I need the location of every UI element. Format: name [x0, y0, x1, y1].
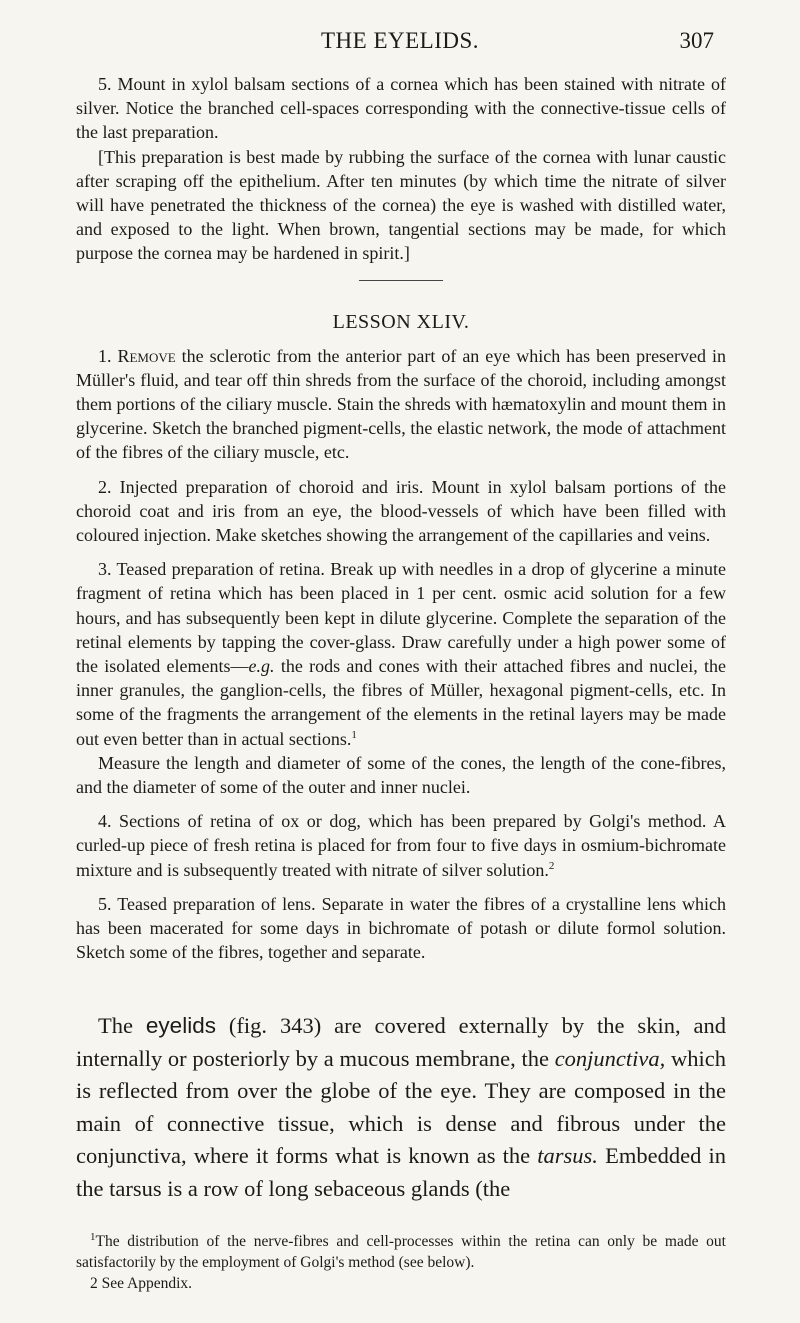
- spacer: [76, 334, 726, 344]
- paragraph-text: which is reflected from over the globe of the eye. They are composed in the main of connective tissue, which is dense and fibrous under the conjunctiva, where it forms what is known as the: [76, 1045, 726, 1169]
- page-header: [0, 28, 800, 58]
- lesson-item-2: 2. Injected preparation of choroid and iris. Mount in xylol balsam portions of the choroid coat and iris from an eye, the blood-vessels of which have been filled with coloured injection. Make sketches showing the arrangement of the capillaries and veins.: [76, 476, 726, 546]
- lesson-item-3-continued: Measure the length and diameter of some of the cones, the length of the cone-fibres, and the diameter of some of the outer and inner nuclei.: [76, 752, 726, 798]
- italic-term: tarsus.: [537, 1143, 598, 1169]
- lesson-item-4: [76, 809, 726, 882]
- intro-paragraph-1: 5. Mount in xylol balsam sections of a cornea which has been stained with nitrate of silver. Notice the branched cell-spaces corresponding with the connective-tissue cells of the last preparation.: [76, 74, 726, 143]
- footnote-2: [76, 1273, 726, 1294]
- footnote-text: See Appendix.: [97, 1275, 193, 1292]
- footnote-mark: 1: [90, 1230, 96, 1243]
- italic-term: conjunctiva,: [554, 1045, 666, 1071]
- item-text: the rods and cones with their attached fibres and nuclei, the inner granules, the ganglion-cells, the fibres of Müller, hexagonal pigment-cells, etc. In some of the fragments the arrangement of the elements in the retinal layers may be made out even better than in actual sections.: [76, 656, 727, 749]
- footnote-mark: 2: [90, 1275, 98, 1292]
- item-number: 1.: [98, 345, 112, 366]
- footnote-text: The distribution of the nerve-fibres and cell-processes within the retina can only be made out satisfactorily by the employment of Golgi's method (see below).: [76, 1233, 726, 1271]
- section-divider: [359, 280, 443, 281]
- eyelids-paragraph: [76, 1010, 726, 1206]
- spacer: [76, 465, 726, 475]
- footnote-1: [76, 1231, 726, 1273]
- spacer: [76, 547, 726, 557]
- paragraph-text: Embedded in the tarsus is a row of long sebaceous glands (the: [76, 1143, 726, 1201]
- item-text: 3. Teased preparation of retina. Break up with needles in a drop of glycerine a minute fragment of retina which has been placed in 1 per cent. osmic acid solution for a few hours, and has subsequently been kept in dilute glycerine. Complete the separation of the retinal elements by tapping the cover-glass. Draw carefully under a high power some of the isolated elements—: [76, 559, 726, 677]
- intro-paragraph-2: [This preparation is best made by rubbing the surface of the cornea with lunar caustic after scraping off the epithelium. After ten minutes (by which time the nitrate of silver will have penetrated the thickness of the cornea) the eye is washed with distilled water, and exposed to the light. When brown, tangential sections may be made, for which purpose the cornea may be hardened in spirit.]: [76, 146, 726, 264]
- running-head: THE EYELIDS.: [320, 28, 480, 53]
- lesson-title: LESSON XLIV.: [332, 310, 470, 333]
- lesson-item-3: [76, 557, 726, 751]
- item-emphasis: e.g.: [248, 656, 275, 677]
- item-text: 4. Sections of retina of ox or dog, which has been prepared by Golgi's method. A curled-up piece of fresh retina is placed for from four to five days in osmium-bichromate mixture and is subsequently treated with nitrate of silver solution.: [76, 811, 726, 880]
- footnote-ref: 1: [351, 728, 357, 741]
- spacer: [76, 882, 726, 892]
- item-text: the sclerotic from the anterior part of an eye which has been preserved in Müller's fluid, and tear off thin shreds from the surface of the choroid, including amongst them portions of the ciliary muscle. Stain the shreds with hæmatoxylin and mount them in glycerine. Sketch the branched pigment-cells, the elastic network, the mode of attachment of the fibres of the ciliary muscle, etc.: [76, 345, 727, 463]
- footnotes: [76, 1231, 726, 1294]
- main-text: [76, 1010, 726, 1206]
- item-lead-word: Remove: [117, 345, 176, 366]
- paragraph-text: (fig. 343) are covered externally by the skin, and internally or posteriorly by a mucous membrane, the: [76, 1013, 726, 1071]
- lesson-item-5: 5. Teased preparation of lens. Separate in water the fibres of a crystalline lens which has been macerated for some days in bichromate of potash or dilute formol solution. Sketch some of the fibres, together and separate.: [76, 893, 726, 963]
- lesson-item-1: [76, 344, 726, 465]
- footnote-ref: 2: [548, 859, 555, 872]
- paragraph-text: The: [98, 1013, 146, 1038]
- lead-term: eyelids: [145, 1013, 216, 1038]
- page-number: 307: [679, 28, 714, 53]
- lesson-content: [76, 72, 726, 965]
- spacer: [76, 799, 726, 809]
